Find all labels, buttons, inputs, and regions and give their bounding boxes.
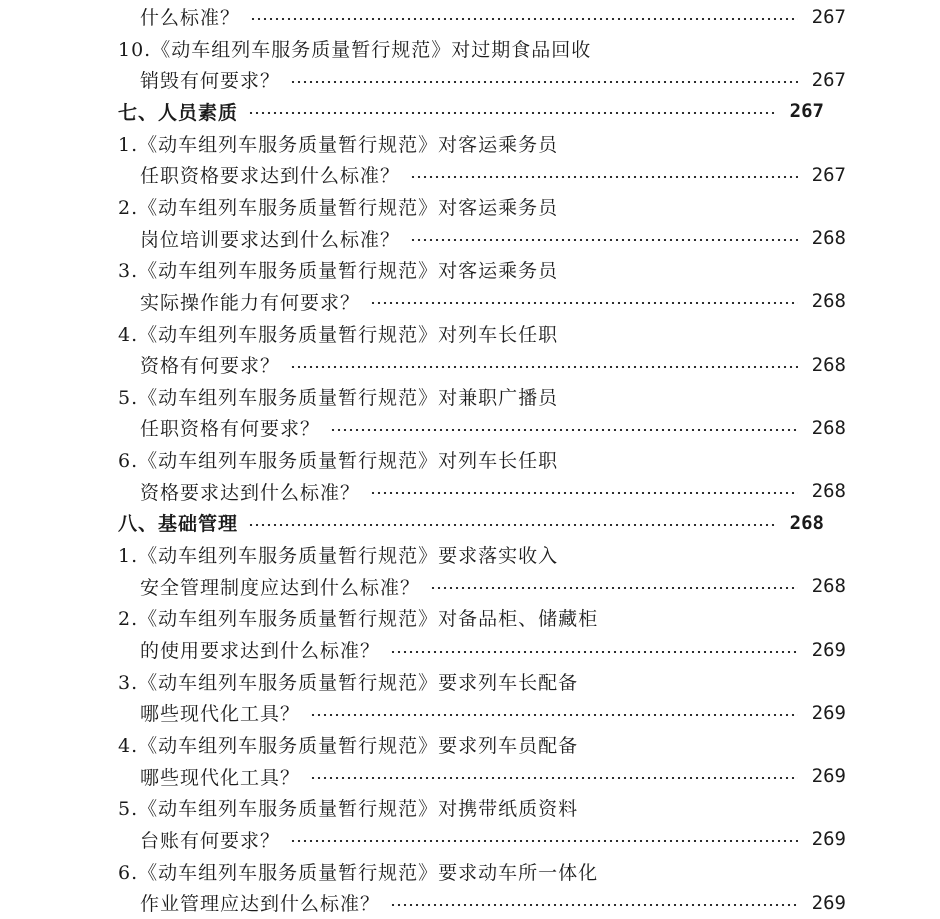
toc-entry-text: 实际操作能力有何要求？ <box>140 291 361 314</box>
toc-page-number: 267 <box>789 100 824 123</box>
toc-page-number: 268 <box>811 480 846 503</box>
toc-page-number: 268 <box>811 353 846 376</box>
dot-leader <box>248 112 776 114</box>
toc-line <box>0 666 918 697</box>
toc-entry-text: 1.《动车组列车服务质量暂行规范》要求落实收入 <box>118 545 559 568</box>
toc-section-heading <box>0 96 918 127</box>
toc-entry-text: 的使用要求达到什么标准？ <box>140 640 381 662</box>
toc-line <box>0 824 940 855</box>
toc-line <box>0 697 940 728</box>
dot-leader <box>370 302 798 304</box>
toc-entry-text: 台账有何要求？ <box>140 829 281 852</box>
toc-entry-text: 3.《动车组列车服务质量暂行规范》对客运乘务员 <box>118 260 559 283</box>
toc-page-number: 268 <box>811 290 846 313</box>
toc-entry-text: 哪些现代化工具？ <box>140 703 301 726</box>
toc-entry-text: 作业管理应达到什么标准？ <box>140 893 381 916</box>
toc-entry-text: 6.《动车组列车服务质量暂行规范》对列车长任职 <box>118 450 559 473</box>
toc-line <box>0 349 940 380</box>
toc-page-number: 269 <box>811 765 846 788</box>
dot-leader <box>290 366 798 368</box>
toc-line <box>0 254 918 285</box>
toc-line <box>0 729 918 760</box>
toc-entry-text: 任职资格有何要求？ <box>140 418 321 441</box>
toc-line <box>0 223 940 254</box>
dot-leader <box>410 239 798 241</box>
toc-entry-text: 销毁有何要求？ <box>140 70 281 93</box>
dot-leader <box>310 714 798 716</box>
toc-page-number: 268 <box>811 227 846 250</box>
toc-entry-text: 4.《动车组列车服务质量暂行规范》要求列车员配备 <box>118 734 579 757</box>
toc-entry-text: 八、基础管理 <box>118 513 239 536</box>
toc-line <box>0 33 918 64</box>
toc-line <box>0 286 940 317</box>
toc-line <box>0 634 940 665</box>
dot-leader <box>250 18 798 20</box>
toc-page-number: 267 <box>811 163 846 186</box>
toc-entry-text: 4.《动车组列车服务质量暂行规范》对列车长任职 <box>118 323 559 346</box>
toc-page-number: 268 <box>811 575 846 598</box>
dot-leader <box>370 492 798 494</box>
toc-page-number: 267 <box>811 68 846 91</box>
dot-leader <box>290 840 798 842</box>
toc-line <box>0 444 918 475</box>
toc-entry-text: 什么标准？ <box>140 7 241 29</box>
toc-section-heading <box>0 507 918 538</box>
toc-entry-text: 6.《动车组列车服务质量暂行规范》要求动车所一体化 <box>118 861 599 884</box>
toc-line <box>0 602 918 633</box>
toc-line <box>0 571 940 602</box>
toc-line <box>0 412 940 443</box>
dot-leader <box>310 777 798 779</box>
toc-entry-text: 2.《动车组列车服务质量暂行规范》对客运乘务员 <box>118 196 559 219</box>
toc-page-number: 269 <box>811 638 846 661</box>
toc-page-number: 269 <box>811 891 846 914</box>
toc-line <box>0 1 940 32</box>
toc-line <box>0 381 918 412</box>
dot-leader <box>390 904 798 906</box>
dot-leader <box>290 81 798 83</box>
toc-entry-text: 2.《动车组列车服务质量暂行规范》对备品柜、储藏柜 <box>118 608 599 631</box>
toc-line <box>0 318 918 349</box>
toc-entry-text: 七、人员素质 <box>118 101 239 124</box>
toc-line <box>0 476 940 507</box>
toc-line <box>0 856 918 887</box>
toc-entry-text: 5.《动车组列车服务质量暂行规范》对携带纸质资料 <box>118 798 579 821</box>
dot-leader <box>248 524 776 526</box>
toc-entry-text: 资格有何要求？ <box>140 355 281 378</box>
toc-page-number: 269 <box>811 701 846 724</box>
toc-entry-text: 任职资格要求达到什么标准？ <box>140 165 401 188</box>
toc-entry-text: 10.《动车组列车服务质量暂行规范》对过期食品回收 <box>118 38 592 61</box>
toc-entry-text: 安全管理制度应达到什么标准？ <box>140 576 421 599</box>
toc-page-number: 269 <box>811 828 846 851</box>
dot-leader <box>410 176 798 178</box>
toc-line <box>0 539 918 570</box>
toc-entry-text: 5.《动车组列车服务质量暂行规范》对兼职广播员 <box>118 386 559 409</box>
toc-entry-text: 1.《动车组列车服务质量暂行规范》对客运乘务员 <box>118 133 559 156</box>
dot-leader <box>330 429 798 431</box>
dot-leader <box>430 587 798 589</box>
toc-page-number: 268 <box>811 416 846 439</box>
toc-line <box>0 159 940 190</box>
toc-entry-text: 哪些现代化工具？ <box>140 766 301 789</box>
toc-line <box>0 792 918 823</box>
toc-page-number: 268 <box>789 511 824 534</box>
dot-leader <box>390 651 798 653</box>
toc-line <box>0 191 918 222</box>
toc-entry-text: 资格要求达到什么标准？ <box>140 481 361 504</box>
toc-entry-text: 3.《动车组列车服务质量暂行规范》要求列车长配备 <box>118 671 579 694</box>
toc-page-number: 267 <box>811 5 846 28</box>
toc-line <box>0 64 940 95</box>
toc-entry-text: 岗位培训要求达到什么标准？ <box>140 228 401 251</box>
toc-line <box>0 761 940 792</box>
toc-line <box>0 128 918 159</box>
toc-line <box>0 887 940 918</box>
